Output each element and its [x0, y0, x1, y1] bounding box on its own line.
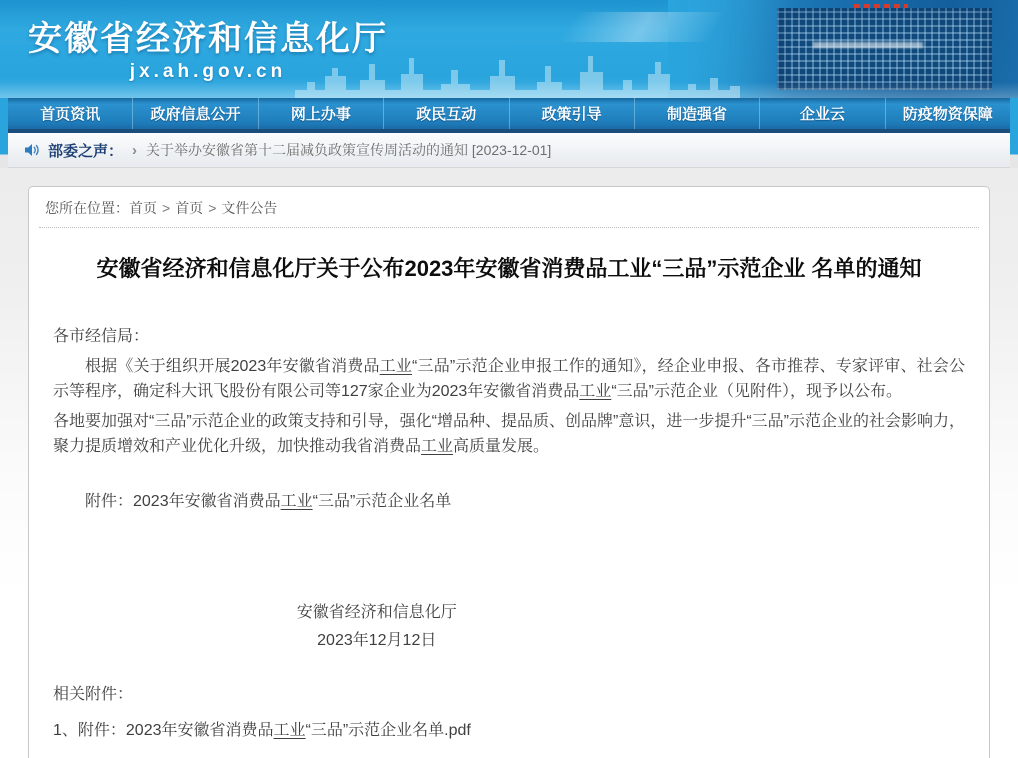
light-streak — [559, 12, 726, 42]
signature-block — [53, 599, 701, 655]
nav-item-gov-info[interactable]: 政府信息公开 — [133, 98, 258, 129]
led-wall-graphic — [777, 8, 992, 90]
nav-item-policy-guidance[interactable]: 政策引导 — [510, 98, 635, 129]
site-identity — [28, 18, 388, 83]
nav-item-epidemic-supplies[interactable]: 防疫物资保障 — [902, 106, 993, 123]
site-title: 安徽省经济和信息化厅 — [28, 20, 388, 58]
breadcrumb-item-documents[interactable]: 文件公告 — [221, 200, 278, 216]
breadcrumb-separator: > — [208, 200, 217, 216]
news-ticker — [8, 133, 1010, 168]
content-card — [28, 186, 990, 758]
related-attachments-label: 相关附件： — [53, 686, 134, 703]
led-accent-white — [813, 42, 923, 48]
nav-item-manufacturing[interactable]: 制造强省 — [635, 98, 760, 129]
breadcrumb-label: 您所在位置： — [45, 200, 129, 216]
breadcrumb-item-home-2[interactable]: 首页 — [175, 200, 204, 216]
article-attachment-line: 附件：2023年安徽省消费品工业“三品”示范企业名单 — [85, 493, 452, 510]
ticker-section-label: 部委之声： — [48, 142, 124, 160]
article-salutation: 各市经信局： — [53, 328, 150, 345]
nav-item-enterprise-cloud[interactable]: 企业云 — [760, 98, 885, 129]
article — [29, 228, 989, 758]
led-accent-red — [854, 4, 908, 8]
nav-item-public-interaction[interactable]: 政民互动 — [384, 98, 509, 129]
breadcrumb — [29, 187, 989, 227]
breadcrumb-separator: > — [162, 200, 171, 216]
ticker-arrow-icon: › — [132, 141, 138, 159]
related-attachment-pdf-link[interactable]: 1、附件：2023年安徽省消费品工业“三品”示范企业名单.pdf — [53, 722, 471, 739]
main-navigation — [8, 98, 1010, 133]
speaker-icon — [24, 143, 39, 157]
nav-item-home-news[interactable]: 首页资讯 — [8, 98, 133, 129]
article-paragraph-intro: 根据《关于组织开展2023年安徽省消费品工业“三品”示范企业申报工作的通知》，经企业申报、各市推荐、专家评审、社会公示等程序，确定科大讯飞股份有限公司等127家企业为2023年安徽省消费品工业“三品”示范企业（见附件），现予以公布。 — [53, 358, 965, 400]
signature-date: 2023年12月12日 — [317, 632, 437, 649]
header-glow — [0, 82, 1018, 98]
ticker-news-link[interactable]: 关于举办安徽省第十二届减负政策宣传周活动的通知 [2023-12-01] — [146, 142, 552, 158]
breadcrumb-item-home[interactable]: 首页 — [129, 200, 157, 216]
top-band — [0, 98, 1018, 168]
site-header — [0, 0, 1018, 98]
article-paragraph-policy: 各地要加强对“三品”示范企业的政策支持和引导，强化“增品种、提品质、创品牌”意识，进一步提升“三品”示范企业的社会影响力，聚力提质增效和产业优化升级，加快推动我省消费品工业高质量发展。 — [53, 413, 965, 455]
signature-organization: 安徽省经济和信息化厅 — [296, 604, 457, 621]
article-title: 安徽省经济和信息化厅关于公布2023年安徽省消费品工业“三品”示范企业 名单的通知 — [96, 256, 922, 281]
site-url: jx.ah.gov.cn — [129, 61, 287, 82]
nav-item-online-services[interactable]: 网上办事 — [259, 98, 384, 129]
